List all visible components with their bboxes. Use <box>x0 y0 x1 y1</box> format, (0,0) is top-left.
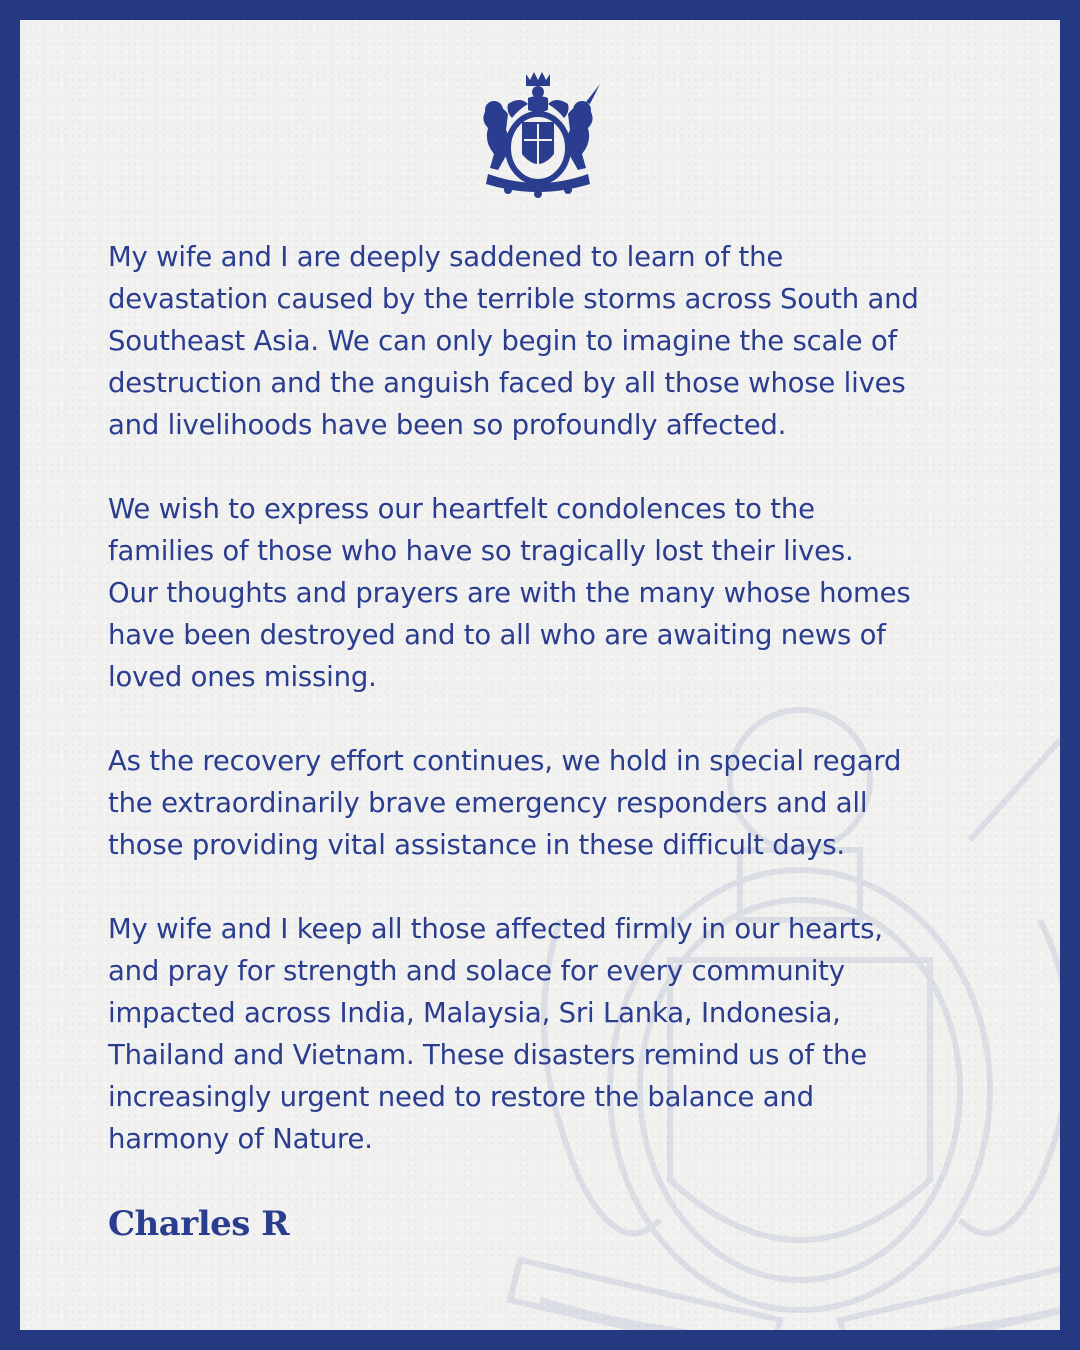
letter-paper <box>20 20 1060 1330</box>
paragraph-4 <box>108 908 1008 1160</box>
paragraph-line: Our thoughts and prayers are with the many whose homes <box>108 577 911 609</box>
paragraph-3 <box>108 740 1008 866</box>
paragraph-line: impacted across India, Malaysia, Sri Lanka, Indonesia, <box>108 997 841 1029</box>
paragraph-line: and livelihoods have been so profoundly affected. <box>108 409 787 441</box>
paragraph-line: increasingly urgent need to restore the balance and <box>108 1081 814 1113</box>
paragraph-1 <box>108 236 1008 446</box>
paragraph-line: My wife and I keep all those affected firmly in our hearts, <box>108 913 883 945</box>
letter-body <box>108 236 1008 1202</box>
paragraph-line: We wish to express our heartfelt condolences to the <box>108 493 815 525</box>
paragraph-line: harmony of Nature. <box>108 1123 373 1155</box>
paragraph-line: loved ones missing. <box>108 661 377 693</box>
paragraph-line: Southeast Asia. We can only begin to imagine the scale of <box>108 325 897 357</box>
paragraph-line: have been destroyed and to all who are awaiting news of <box>108 619 886 651</box>
paragraph-line: families of those who have so tragically lost their lives. <box>108 535 854 567</box>
paragraph-line: those providing vital assistance in these difficult days. <box>108 829 845 861</box>
paragraph-line: As the recovery effort continues, we hold in special regard <box>108 745 902 777</box>
paragraph-line: devastation caused by the terrible storms across South and <box>108 283 919 315</box>
paragraph-line: and pray for strength and solace for every community <box>108 955 845 987</box>
paragraph-line: Thailand and Vietnam. These disasters remind us of the <box>108 1039 867 1071</box>
paragraph-2 <box>108 488 1008 698</box>
royal-coat-of-arms-icon <box>468 70 608 198</box>
paragraph-line: My wife and I are deeply saddened to learn of the <box>108 241 784 273</box>
paragraph-line: destruction and the anguish faced by all those whose lives <box>108 367 906 399</box>
signature: Charles R <box>108 1204 290 1244</box>
paragraph-line: the extraordinarily brave emergency responders and all <box>108 787 868 819</box>
